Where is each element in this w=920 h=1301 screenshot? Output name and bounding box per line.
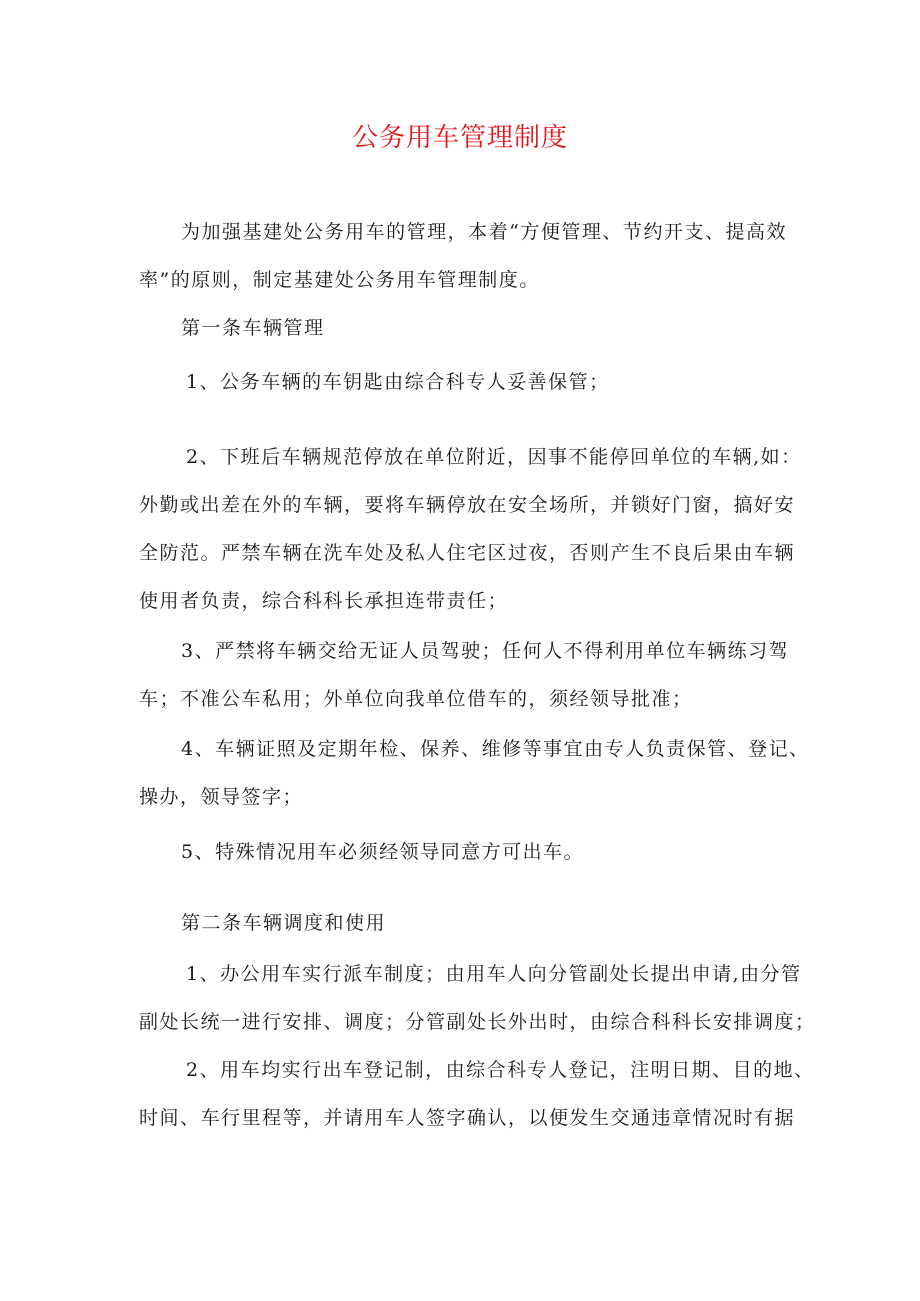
paragraph-line: 时间、车行里程等，并请用车人签字确认，以便发生交通违章情况时有据 [139,1107,796,1129]
paragraph-line: 率”的原则，制定基建处公务用车管理制度。 [139,269,540,291]
paragraph-line: 3、严禁将车辆交给无证人员驾驶；任何人不得利用单位车辆练习驾 [181,640,790,662]
document-title: 公务用车管理制度 [351,123,568,153]
paragraph-line: 操办，领导签字； [139,786,304,808]
section-heading: 第一条车辆管理 [181,317,325,339]
paragraph-line: 1、公务车辆的车钥匙由综合科专人妥善保管； [186,371,610,393]
paragraph-line: 5、特殊情况用车必须经领导同意方可出车。 [181,841,585,863]
paragraph-line: 1、办公用车实行派车制度；由用车人向分管副处长提出申请,由分管 [186,963,802,985]
paragraph-line: 为加强基建处公务用车的管理，本着“方便管理、节约开支、提高效 [181,221,787,243]
section-heading: 第二条车辆调度和使用 [181,912,387,934]
paragraph-line: 2、下班后车辆规范停放在单位附近，因事不能停回单位的车辆,如： [186,446,802,468]
paragraph-line: 副处长统一进行安排、调度；分管副处长外出时，由综合科科长安排调度； [139,1011,816,1033]
paragraph-line: 使用者负责，综合科科长承担连带责任； [139,590,509,612]
paragraph-line: 外勤或出差在外的车辆，要将车辆停放在安全场所，并锁好门窗，搞好安 [139,494,796,516]
paragraph-line: 车；不准公车私用；外单位向我单位借车的，须经领导批准； [139,688,693,710]
paragraph-line: 4、车辆证照及定期年检、保养、维修等事宜由专人负责保管、登记、 [181,738,810,760]
paragraph-line: 全防范。严禁车辆在洗车处及私人住宅区过夜，否则产生不良后果由车辆 [139,542,796,564]
paragraph-line: 2、用车均实行出车登记制，由综合科专人登记，注明日期、目的地、 [186,1059,815,1081]
